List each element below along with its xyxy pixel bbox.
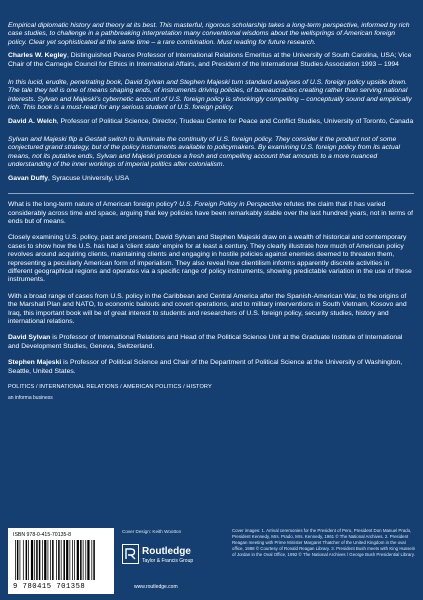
author-bio xyxy=(8,359,414,376)
barcode-bar xyxy=(44,540,46,580)
barcode-bar xyxy=(50,540,51,580)
author-name: David Sylvan xyxy=(8,334,51,342)
divider xyxy=(8,193,414,194)
endorsement-attribution xyxy=(8,118,414,126)
barcode-bar xyxy=(63,540,64,580)
barcode-bar xyxy=(42,540,43,580)
cover-image-credits: Cover images: 1. Arrival ceremonies for the President of Peru, President Don Manuel Prado, President Kennedy, Mrs. Prado, Mrs. Kennedy, 1961 © The National Archives. 2. President Reagan meeting with Prime Minister Margaret Thatcher of the United Kingdom in the oval office, 1988 © Courtesy of Ronald Reagan Library. 3. President Bush meets with King Hussein of Jordan in the Oval Office, 1992 © The National Archives / George Bush Presidential Library. xyxy=(232,528,416,557)
barcode xyxy=(13,540,109,582)
endorsement-quote: In this lucid, erudite, penetrating book, David Sylvan and Stephen Majeski turn standard analyses of U.S. foreign policy upside down. The tale they tell is one of means shaping ends, of instruments driving policies, of bureaucracies creating rather than serving national interests. Sylvan and Majeski's cybernetic account of U.S. foreign policy is shockingly compelling – conceptually sound and empirically rich. This book is a must-read for any serious student of U.S. foreign policy. xyxy=(8,79,412,112)
barcode-number: 9 780415 701358 xyxy=(13,583,86,591)
barcode-bar xyxy=(34,540,35,580)
author-bio xyxy=(8,334,414,351)
barcode-bar xyxy=(26,540,28,580)
barcode-bar xyxy=(58,540,60,580)
barcode-bar xyxy=(20,540,21,580)
routledge-mark-icon xyxy=(122,544,139,564)
footer-area xyxy=(8,528,418,594)
author-bio-text: is Professor of International Relations and Head of the Political Science Unit at the Graduate Institute of International and Development Studies, Geneva, Switzerland. xyxy=(8,334,403,350)
barcode-bar xyxy=(80,540,82,580)
book-title: U.S. Foreign Policy in Perspective xyxy=(179,201,282,209)
publisher-name: Routledge xyxy=(142,546,191,557)
barcode-bar xyxy=(85,540,86,580)
endorsement xyxy=(8,136,414,183)
barcode-bar xyxy=(23,540,24,580)
publisher-website[interactable]: www.routledge.com xyxy=(134,584,178,590)
barcode-bar xyxy=(28,540,29,580)
barcode-bar xyxy=(77,540,79,580)
author-bio-text: is Professor of Political Science and Chair of the Department of Political Science at the University of Washington, Seattle, United States. xyxy=(8,359,403,375)
barcode-bar xyxy=(87,540,89,580)
barcode-bar xyxy=(93,540,95,580)
endorser-name: Charles W. Kegley xyxy=(8,52,67,60)
endorsement-attribution xyxy=(8,175,414,183)
barcode-bar xyxy=(83,540,84,580)
endorsement xyxy=(8,22,414,69)
barcode-panel xyxy=(8,528,114,594)
barcode-bar xyxy=(66,540,68,580)
publisher-logo xyxy=(122,544,214,570)
endorser-affiliation: , Syracuse University, USA xyxy=(48,174,130,182)
barcode-bar xyxy=(72,540,73,580)
barcode-bar xyxy=(39,540,41,580)
subject-categories: POLITICS / INTERNATIONAL RELATIONS / AMERICAN POLITICS / HISTORY xyxy=(8,384,212,390)
endorsement xyxy=(8,79,414,126)
barcode-bar xyxy=(15,540,16,580)
description-text: refutes the claim that it has varied considerably across time and space, arguing that key policies have been remarkably stable over the last hundred years, not in terms of ends but of means. xyxy=(8,201,414,225)
informa-business-note: an informa business xyxy=(8,395,53,401)
author-name: Stephen Majeski xyxy=(8,359,62,367)
barcode-bar xyxy=(17,540,19,580)
barcode-bar xyxy=(74,540,75,580)
cover-design-credit: Cover Design: Keith Wootton xyxy=(122,529,182,534)
description-paragraph xyxy=(8,201,414,226)
publisher-group: Taylor & Francis Group xyxy=(142,558,194,564)
barcode-bar xyxy=(48,540,49,580)
barcode-bar xyxy=(52,540,54,580)
description-paragraph: With a broad range of cases from U.S. policy in the Caribbean and Central America after the Spanish-American War, to the origins of the Marshall Plan and NATO, to economic bailouts and covert operations, and to military interventions in South Vietnam, Kosovo and Iraq, this important book will be of great interest to students and researchers of U.S. foreign policy, security studies, history and international relations. xyxy=(8,292,407,325)
endorser-name: Gavan Duffy xyxy=(8,174,49,182)
endorsement-quote: Empirical diplomatic history and theory at its best. This masterful, rigorous scholarship takes a long-term perspective, informed by rich case studies, to challenge in a pathbreaking interpretation many conventional wisdoms about the wellsprings of American foreign policy. Clear yet sophisticated at the same time – a rare combination. Must reading for future research. xyxy=(8,22,410,46)
isbn-label: ISBN 978-0-415-70135-8 xyxy=(13,532,71,538)
endorser-affiliation: , Professor of Political Science, Director, Trudeau Centre for Peace and Conflict Studies, University of Toronto, Canada xyxy=(56,117,414,125)
barcode-bar xyxy=(61,540,62,580)
endorsement-quote: Sylvan and Majeski flip a Gestalt switch to illuminate the continuity of U.S. foreign policy. They consider it the product not of some conjectured grand strategy, but of the policy instruments available to policymakers. By examining U.S. foreign policy from its actual means, not its putative ends, Sylvan and Majeski produce a fresh and compelling account that amounts to a more nuanced understanding of the inner workings of imperial politics after colonialism. xyxy=(8,136,401,169)
endorser-affiliation: , Distinguished Pearce Professor of International Relations Emeritus at the University of South Carolina, USA; Vice Chair of the Carnegie Council for Ethics in International Affairs, and President of the International Studies Association 1993 – 1994 xyxy=(8,52,412,68)
endorsement-attribution xyxy=(8,52,414,69)
barcode-bar xyxy=(70,540,71,580)
barcode-bar xyxy=(36,540,38,580)
endorser-name: David A. Welch xyxy=(8,117,57,125)
barcode-bar xyxy=(56,540,57,580)
barcode-bar xyxy=(31,540,33,580)
description-text: What is the long-term nature of American foreign policy? xyxy=(8,201,180,209)
barcode-bar xyxy=(91,540,92,580)
description-paragraph: Closely examining U.S. policy, past and present, David Sylvan and Stephen Majeski draw on a wealth of historical and contemporary cases to show how the U.S. has had a ‘client state’ empire for at least a century. They clearly illustrate how much of American policy revolves around acquiring clients, maintaining clients and engaging in hostile policies against enemies deemed to threaten them, representing a peculiarly American form of imperialism. They also reveal how clientilism informs apparently discrete activities in different geographical regions and operates via a specific range of policy instruments, showing predictable variation in the use of these instruments. xyxy=(8,234,412,284)
cover-text xyxy=(8,22,414,401)
